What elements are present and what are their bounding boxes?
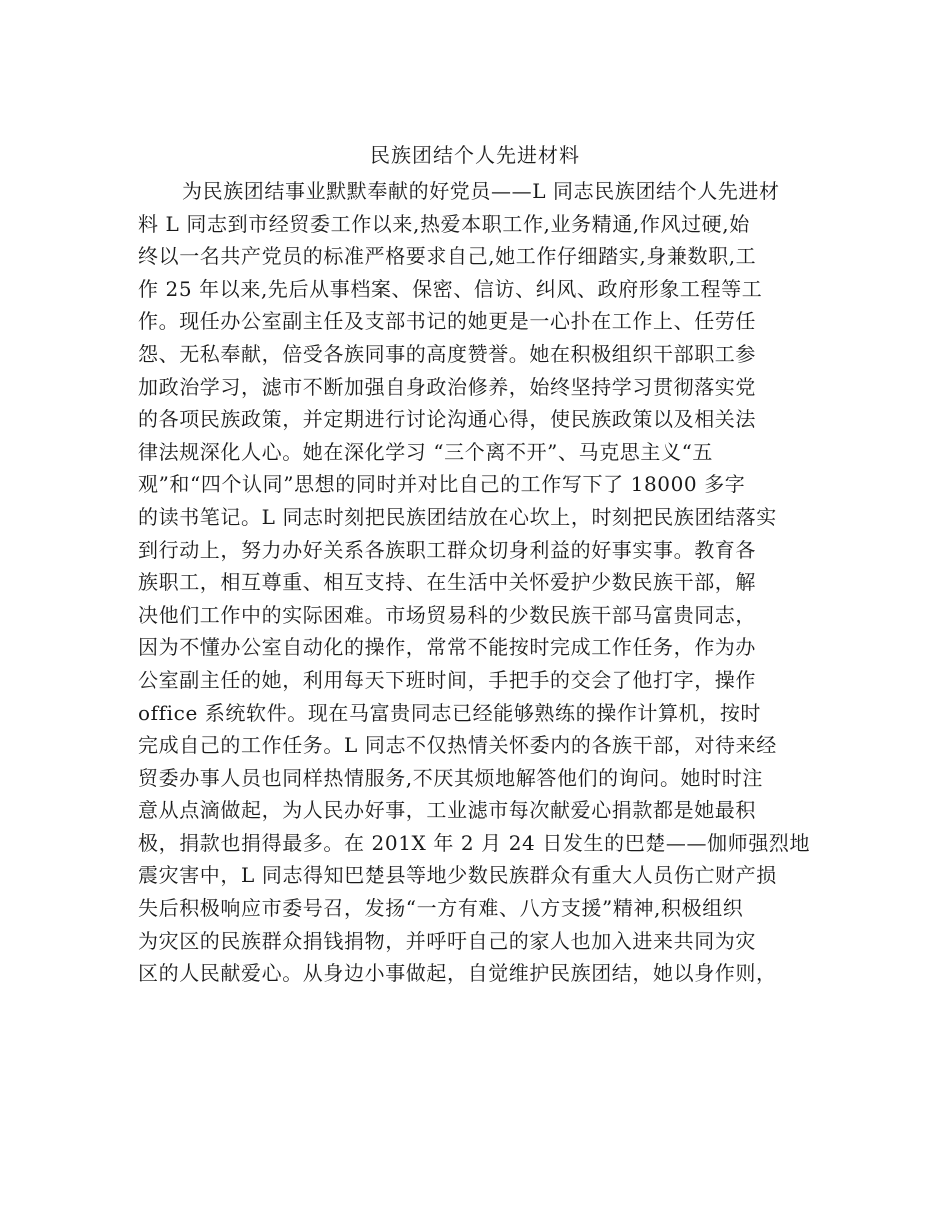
document-body [138,175,818,990]
body-line: 公室副主任的她，利用每天下班时间，手把手的交会了他打字，操作 [138,667,756,692]
body-line: 的读书笔记。L 同志时刻把民族团结放在心坎上，时刻把民族团结落实 [138,504,777,529]
body-line: 料 L 同志到市经贸委工作以来,热爱本职工作,业务精通,作风过硬,始 [138,211,750,236]
body-line: 为灾区的民族群众捐钱捐物，并呼吁自己的家人也加入进来共同为灾 [138,928,756,953]
document-title: 民族团结个人先进材料 [370,143,580,167]
body-line: 决他们工作中的实际困难。市场贸易科的少数民族干部马富贵同志， [138,602,756,627]
body-line: 终以一名共产党员的标准严格要求自己,她工作仔细踏实,身兼数职,工 [138,244,757,269]
body-line: 震灾害中，L 同志得知巴楚县等地少数民族群众有重大人员伤亡财产损 [138,863,777,888]
body-line: 意从点滴做起，为人民办好事，工业滤市每次献爱心捐款都是她最积 [138,798,756,823]
body-line: 的各项民族政策，并定期进行讨论沟通心得，使民族政策以及相关法 [138,407,756,432]
body-line: 族职工，相互尊重、相互支持、在生活中关怀爱护少数民族干部，解 [138,570,756,595]
body-line: 加政治学习，滤市不断加强自身政治修养，始终坚持学习贯彻落实党 [138,374,756,399]
body-line: 作。现任办公室副主任及支部书记的她更是一心扑在工作上、任劳任 [138,309,756,334]
body-line: 因为不懂办公室自动化的操作，常常不能按时完成工作任务，作为办 [138,635,756,660]
body-line: office 系统软件。现在马富贵同志已经能够熟练的操作计算机，按时 [138,700,762,725]
body-line: 失后积极响应市委号召，发扬“一方有难、八方支援”精神,积极组织 [138,896,744,921]
body-line: 作 25 年以来,先后从事档案、保密、信访、纠风、政府形象工程等工 [138,276,763,301]
body-line: 极，捐款也捐得最多。在 201X 年 2 月 24 日发生的巴楚——伽师强烈地 [138,830,811,855]
body-line: 贸委办事人员也同样热情服务,不厌其烦地解答他们的询问。她时时注 [138,765,763,790]
body-line: 怨、无私奉献，倍受各族同事的高度赞誉。她在积极组织干部职工参 [138,341,756,366]
body-line: 到行动上，努力办好关系各族职工群众切身利益的好事实事。教育各 [138,537,756,562]
body-line: 完成自己的工作任务。L 同志不仅热情关怀委内的各族干部，对待来经 [138,733,777,758]
body-line: 区的人民献爱心。从身边小事做起，自觉维护民族团结，她以身作则， [138,961,777,986]
body-line: 观”和“四个认同”思想的同时并对比自己的工作写下了 18000 多字 [138,472,746,497]
body-line: 律法规深化人心。她在深化学习 “三个离不开”、马克思主义“五 [138,439,714,464]
body-line: 为民族团结事业默默奉献的好党员——L 同志民族团结个人先进材 [182,179,780,203]
